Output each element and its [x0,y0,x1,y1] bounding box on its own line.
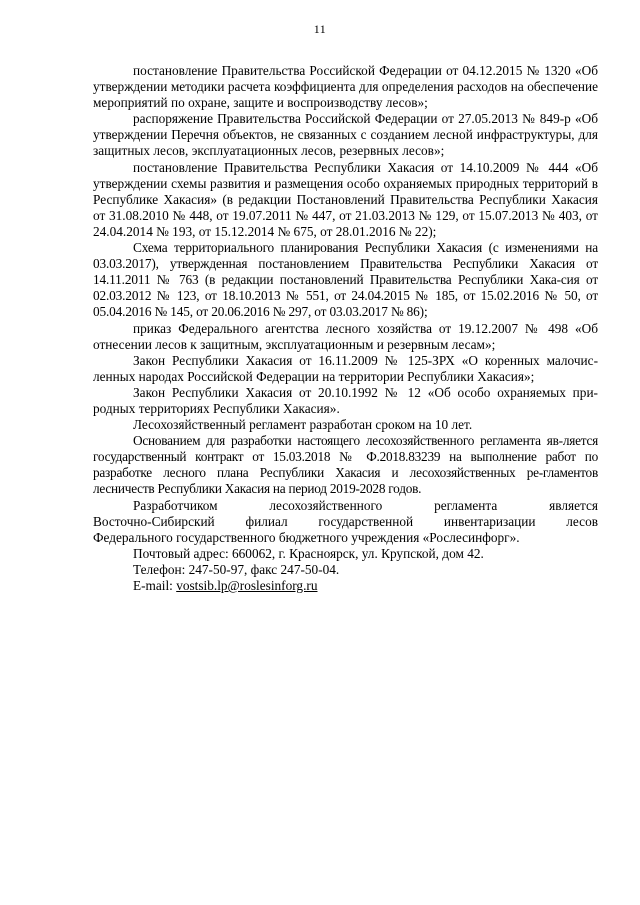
paragraph-law-125: Закон Республики Хакасия от 16.11.2009 № 125-ЗРХ «О коренных малочис-ленных народах Российской Федерации на территории Республики Хакасия»; [93,352,598,384]
contacts-block [93,546,598,594]
paragraph-term: Лесохозяйственный регламент разработан сроком на 10 лет. [133,417,473,433]
phone-fax: Телефон: 247-50-97, факс 247-50-04. [133,561,340,577]
developer-line-2: Восточно-Сибирский филиал государственной инвентаризации лесов [93,513,598,529]
document-body [93,63,598,594]
paragraph-resolution-444: постановление Правительства Республики Хакасия от 14.10.2009 № 444 «Об утверждении схемы развития и размещения особо охраняемых природных территорий в Республике Хакасия» (в редакции Постановлений Правительства Республики Хакасия от 31.08.2010 № 448, от 19.07.2011 № 447, от 21.03.2013 № 129, от 15.07.2013 № 403, от 24.04.2014 № 193, от 15.12.2014 № 675, от 28.01.2016 № 22); [93,159,598,239]
page-number: 11 [313,22,327,36]
paragraph-law-12: Закон Республики Хакасия от 20.10.1992 № 12 «Об особо охраняемых при-родных территориях Республики Хакасия». [93,384,598,416]
email-link[interactable]: vostsib.lp@roslesinforg.ru [176,578,318,593]
postal-address: Почтовый адрес: 660062, г. Красноярск, ул. Крупской, дом 42. [133,545,484,561]
developer-line-3: Федерального государственного бюджетного учреждения «Рослесинфорг». [93,529,520,545]
email-line [93,578,598,594]
email-label: E-mail: [133,578,177,593]
paragraph-basis: Основанием для разработки настоящего лесохозяйственного регламента яв-ляется государственный контракт от 15.03.2018 № Ф.2018.83239 на выполнение работ по разработке лесного плана Республики Хакасия и лесохозяйственных ре-гламентов лесничеств Республики Хакасия на период 2019-2028 годов. [93,433,598,497]
paragraph-territorial-scheme: Схема территориального планирования Республики Хакасия (с изменениями на 03.03.2017), утвержденная постановлением Правительства Республики Хакасия от 14.11.2011 № 763 (в редакции постановлений Правительства Республики Хака-сия от 02.03.2012 № 123, от 18.10.2013 № 551, от 24.04.2015 № 185, от 15.02.2016 № 50, от 05.04.2016 № 145, от 20.06.2016 № 297, от 03.03.2017 № 86); [93,240,598,320]
paragraph-order-498: приказ Федерального агентства лесного хозяйства от 19.12.2007 № 498 «Об отнесении лесов к защитным, эксплуатационным и резервным лесам»; [93,320,598,352]
developer-block [93,498,598,546]
paragraph-order-849: распоряжение Правительства Российской Федерации от 27.05.2013 № 849-р «Об утверждении Перечня объектов, не связанных с созданием лесной инфраструктуры, для защитных лесов, эксплуатационных лесов, резервных лесов»; [93,111,598,159]
paragraph-resolution-1320: постановление Правительства Российской Федерации от 04.12.2015 № 1320 «Об утверждении методики расчета коэффициента для определения расходов на обеспечение мероприятий по охране, защите и воспроизводству лесов»; [93,63,598,111]
developer-line-1: Разработчиком лесохозяйственного регламента является [133,497,598,513]
